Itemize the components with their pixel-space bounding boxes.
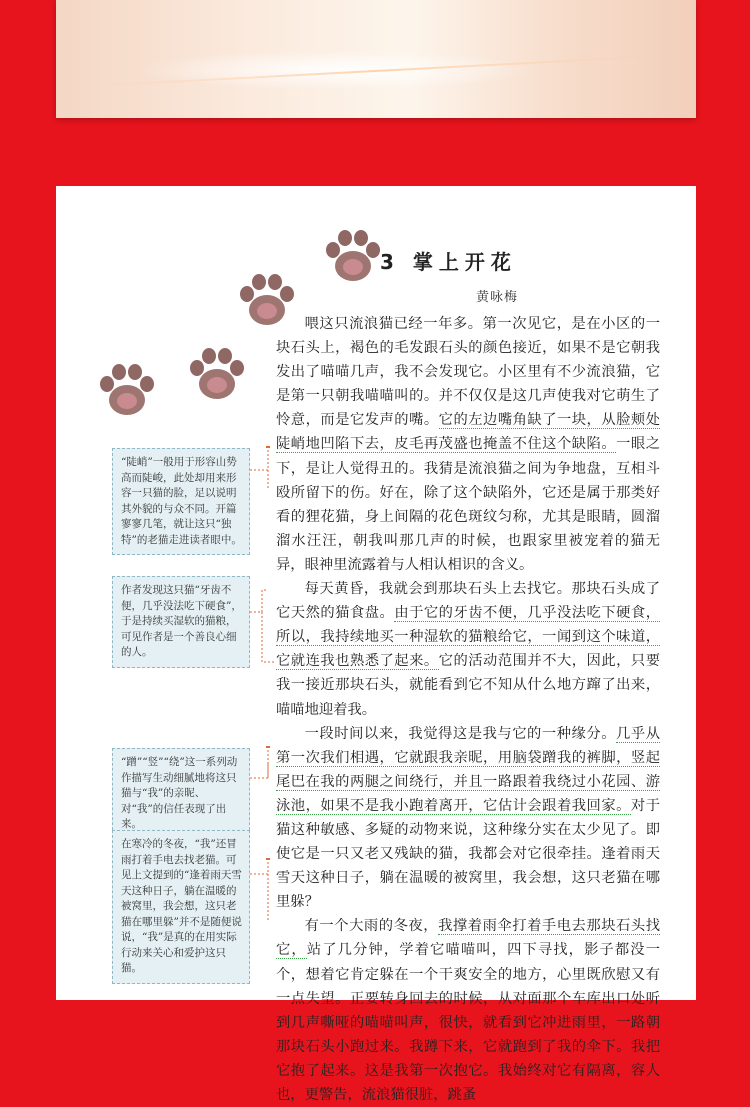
margin-note (112, 748, 250, 840)
cat-paw-icon (322, 228, 384, 286)
margin-note-text: “蹭”“竖”“绕”这一系列动作描写生动细腻地将这只猫与“我”的亲昵、对“我”的信任表现了出来。 (121, 756, 238, 830)
text-run: 站了几分钟，学着它喵喵叫，四下寻找，影子都没一个，想着它肯定躲在一个干爽安全的地方，心里既欣慰又有一点失望。正要转身回去的时候，从对面那个车库出口处听到几声嘶哑的喵喵叫声，很快，就看到它冲进雨里，一路朝那块石头小跑过来。我蹲下来，它就跑到了我的伞下。我把它抱了起来。这是我第一次抱它。我始终对它有隔离，容人也，更警告，流浪猫很脏，跳蚤 (276, 942, 661, 1103)
paragraph (276, 577, 660, 722)
text-run: 一段时间以来，我觉得这是我与它的一种缘分。 (304, 725, 617, 742)
text-run: 一眼之下，是让人觉得丑的。我猜是流浪猫之间为争地盘，互相斗殴所留下的伤。好在，除了这个缺陷外，它还是属于那类好看的狸花猫，身上间隔的花色斑纹匀称，尤其是眼睛，圆溜溜水汪汪，朝我叫那几声的时候，也跟家里被宠着的猫无异，眼神里流露着与人相认相识的含义。 (276, 436, 660, 573)
text-run: 对于猫这种敏感、多疑的动物来说，这种缘分实在太少见了。即使它是一只又老又残缺的猫，我都会对它很牵挂。逢着雨天雪天这种日子，躺在温暖的被窝里，我会想，这只老猫在哪里躲？ (276, 797, 661, 911)
lesson-title: 3 掌上开花 (380, 250, 517, 274)
cat-paw-icon (96, 362, 158, 420)
margin-note-text: 在寒冷的冬夜，“我”还冒雨打着手电去找老猫。可见上文提到的“逢着雨天雪天这种日子，躺在温暖的被窝里，我会想，这只老猫在哪里躲”并不是随便说说，“我”是真的在用实际行动来关心和爱护这只猫。 (121, 838, 242, 974)
text-run: 它的活动范围并不大，因此，只要我一接近那块石头，就能看到它不知从什么地方蹿了出来，喵喵地迎着我。 (276, 653, 661, 718)
annotated-text: 几乎从第一次我们相遇，它就跟我亲昵，用脑袋蹭我的裤脚，竖起尾巴在我的两腿之间绕行，并且一路跟着我绕过小花园、游泳池，如果不是我小跑着离开，它估计会跟着我回家。 (276, 725, 661, 814)
top-banner-image (56, 0, 696, 118)
margin-note-text: 作者发现这只猫“牙齿不便，几乎没法吃下硬食”，于是持续买湿软的猫粮，可见作者是一个善良心细的人。 (121, 584, 242, 658)
annotated-text: 它的左边嘴角缺了一块，从脸颊处陡峭地凹陷下去，皮毛再茂盛也掩盖不住这个缺陷。 (276, 412, 661, 453)
lesson-author: 黄咏梅 (476, 290, 519, 305)
article-body (276, 312, 660, 1107)
paragraph (276, 312, 660, 577)
text-run: 喂这只流浪猫已经一年多。第一次见它，是在小区的一块石头上，褐色的毛发跟石头的颜色接近，如果不是它朝我发出了喵喵几声，我不会发现它。小区里有不少流浪猫，它是第一只朝我喵喵叫的。并不仅仅是这几声使我对它萌生了怜意，而是它发声的嘴。 (276, 316, 660, 429)
margin-note (112, 830, 250, 984)
margin-note-text: “陡峭”一般用于形容山势高而陡峻，此处却用来形容一只猫的脸，足以说明其外貌的与众不同。开篇寥寥几笔，就让这只“独特”的老猫走进读者眼中。 (121, 456, 242, 546)
margin-note (112, 448, 250, 555)
annotated-text: 我撑着雨伞打着手电去那块石头找它， (276, 918, 661, 959)
cat-paw-icon (186, 346, 248, 404)
margin-note (112, 576, 250, 668)
text-run: 有一个大雨的冬夜， (304, 918, 439, 935)
annotated-text: 由于它的牙齿不便，几乎没法吃下硬食，所以，我持续地买一种湿软的猫粮给它，一闻到这个味道，它就连我也熟悉了起来。 (276, 605, 661, 670)
paragraph (276, 914, 660, 1107)
text-run: 每天黄昏，我就会到那块石头上去找它。那块石头成了它天然的猫食盘。 (276, 581, 660, 622)
paragraph (276, 722, 660, 915)
banner-glow (136, 50, 536, 90)
